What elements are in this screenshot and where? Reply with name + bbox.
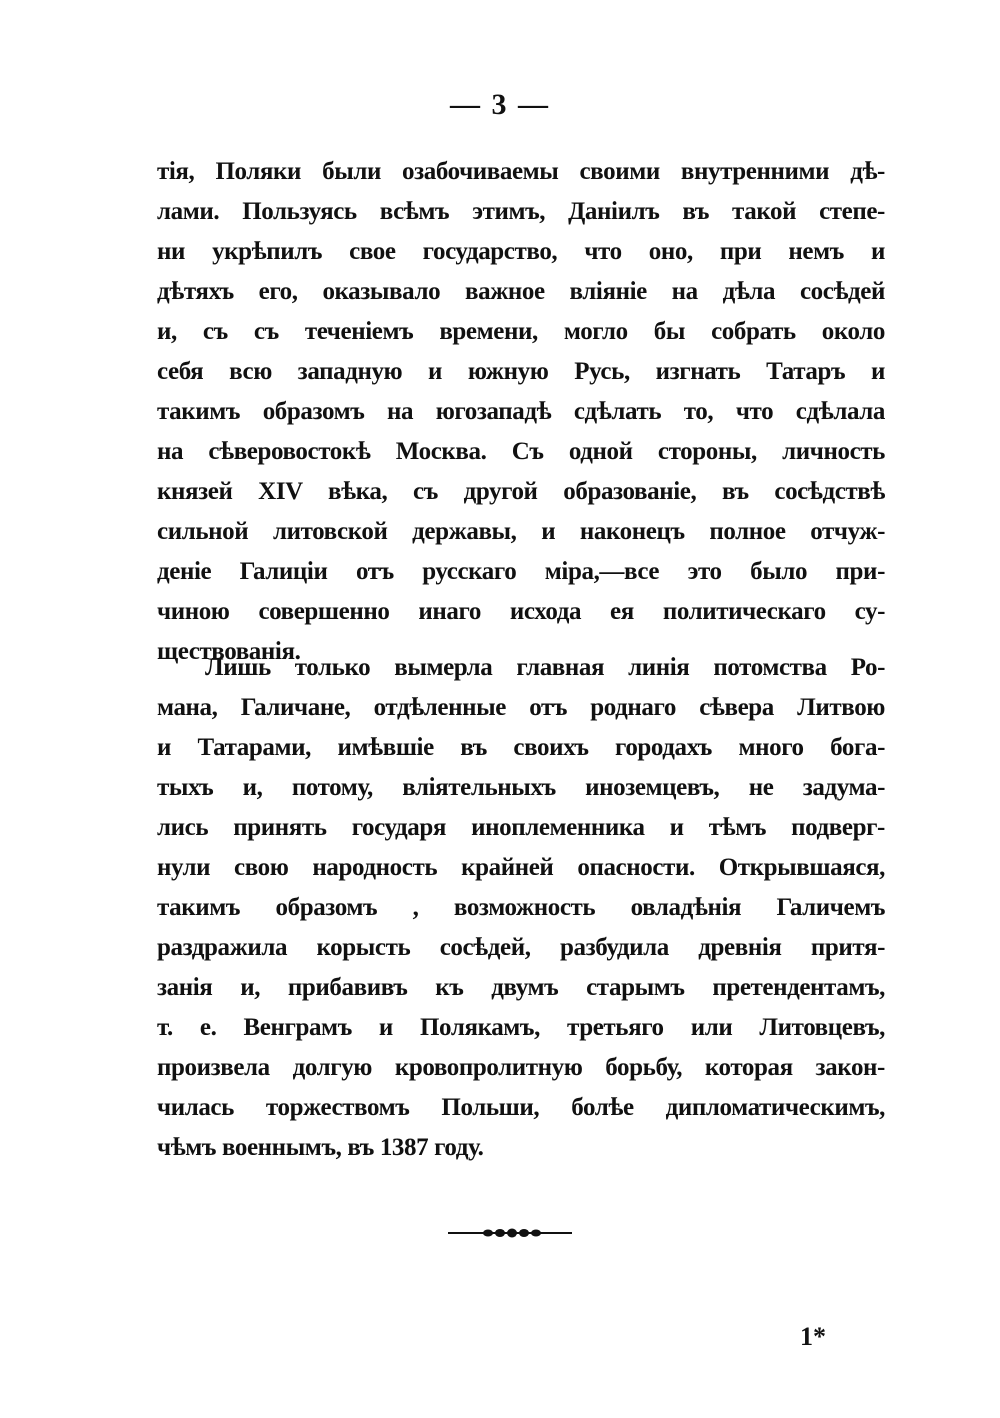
text-line: нули свою народность крайней опасности. Открывшаяся, (157, 854, 885, 881)
text-line: чилась торжествомъ Польши, болѣе дипломатическимъ, (157, 1094, 885, 1121)
text-line: чѣмъ военнымъ, въ 1387 году. (157, 1134, 484, 1161)
text-line: лами. Пользуясь всѣмъ этимъ, Даніилъ въ такой степе- (157, 198, 885, 225)
paragraph-2 (157, 648, 885, 1168)
text-line: себя всю западную и южную Русь, изгнать Татаръ и (157, 358, 885, 385)
text-line: и, съ съ теченіемъ времени, могло бы собрать около (157, 318, 885, 345)
text-line: чиною совершенно инаго исхода ея политическаго су- (157, 598, 885, 625)
text-line: деніе Галиціи отъ русскаго міра,—все это было при- (157, 558, 885, 585)
text-line: т. е. Венграмъ и Полякамъ, третьяго или Литовцевъ, (157, 1014, 885, 1041)
text-line: сильной литовской державы, и наконецъ полное отчуж- (157, 518, 885, 545)
text-line: лись принять государя иноплеменника и тѣмъ подверг- (157, 814, 885, 841)
paragraph-1 (157, 152, 885, 672)
text-line: Лишь только вымерла главная линія потомства Ро- (205, 654, 885, 681)
text-line: занія и, прибавивъ къ двумъ старымъ претендентамъ, (157, 974, 885, 1001)
text-line: раздражила корысть сосѣдей, разбудила древнія притя- (157, 934, 885, 961)
text-line: и Татарами, имѣвшіе въ своихъ городахъ много бога- (157, 734, 885, 761)
text-line: князей XIV вѣка, съ другой образованіе, въ сосѣдствѣ (157, 478, 885, 505)
text-line: произвела долгую кровопролитную борьбу, которая закон- (157, 1054, 885, 1081)
text-line: такимъ образомъ , возможность овладѣнія Галичемъ (157, 894, 885, 921)
text-line: такимъ образомъ на югозападѣ сдѣлать то, что сдѣлала (157, 398, 885, 425)
text-line: ществованія. (157, 638, 301, 665)
text-line: тыхъ и, потому, вліятельныхъ иноземцевъ, не задума- (157, 774, 885, 801)
signature-mark: 1* (800, 1322, 826, 1351)
text-line: тія, Поляки были озабочиваемы своими внутренними дѣ- (157, 158, 885, 185)
text-line: мана, Галичане, отдѣленные отъ роднаго сѣвера Литвою (157, 694, 885, 721)
text-line: на сѣверовостокѣ Москва. Съ одной стороны, личность (157, 438, 885, 465)
ornament-divider (448, 1226, 572, 1240)
text-line: ни укрѣпилъ свое государство, что оно, при немъ и (157, 238, 885, 265)
page-number: — 3 — (450, 88, 550, 121)
text-line: дѣтяхъ его, оказывало важное вліяніе на дѣла сосѣдей (157, 278, 885, 305)
